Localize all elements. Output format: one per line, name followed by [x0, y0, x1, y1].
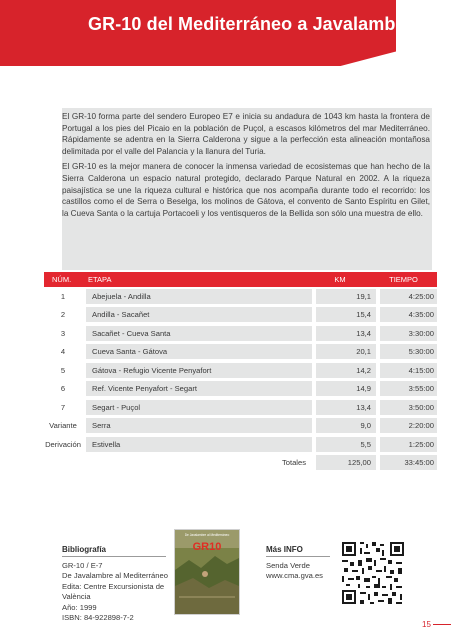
cell-num: 1 — [60, 291, 66, 301]
table-row — [44, 306, 437, 325]
cell-tiempo: 4:15:00 — [380, 363, 437, 378]
table-row — [44, 324, 437, 343]
stages-table — [44, 272, 437, 472]
cell-km: 13,4 — [316, 326, 376, 341]
intro-paragraph-1: El GR-10 forma parte del sendero Europeo E7 e inicia su andadura de 1043 km hasta la frontera de Portugal a los pies del Picaio en la población de Puçol, a escasos kilómetros del mar Mediterráneo. Rápidamente se adentra en la Sierra Calderona y sigue a la perfección esta alineación montañosa delimitada por el valle del Palancia y la llanura del Turia. — [62, 112, 430, 156]
page-number-rule — [433, 624, 451, 625]
cell-km: 20,1 — [316, 344, 376, 359]
cell-num: 2 — [60, 310, 66, 320]
mas-info-line: Senda Verde — [266, 561, 310, 570]
cell-num: 7 — [60, 402, 66, 412]
intro-panel — [62, 108, 432, 270]
cell-etapa: Gátova - Refugio Vicente Penyafort — [86, 363, 312, 378]
table-row — [44, 398, 437, 417]
header-tiempo: TIEMPO — [389, 275, 418, 284]
header-km: KM — [334, 275, 346, 284]
cell-tiempo: 3:50:00 — [380, 400, 437, 415]
mas-info-heading: Más INFO — [266, 545, 303, 554]
cell-etapa: Segart - Puçol — [86, 400, 312, 415]
table-header — [44, 272, 437, 287]
table-row — [44, 435, 437, 454]
header-num: NÚM. — [52, 275, 72, 284]
cell-etapa: Abejuela - Andilla — [86, 289, 312, 304]
table-row — [44, 287, 437, 306]
cell-etapa: Cueva Santa - Gátova — [86, 344, 312, 359]
cell-tiempo: 3:30:00 — [380, 326, 437, 341]
book-cover-image — [174, 529, 240, 615]
totals-tiempo: 33:45:00 — [380, 455, 437, 470]
bibliografia-line: De Javalambre al Mediterráneo — [62, 571, 168, 581]
bibliografia-divider — [62, 556, 166, 557]
cell-tiempo: 3:55:00 — [380, 381, 437, 396]
intro-paragraph-2: El GR-10 es la mejor manera de conocer la inmensa variedad de ecosistemas que han hecho de la Sierra Calderona un espacio natural protegido, declarado Parque Natural en 2002. A la riqueza paisajística se une la riqueza cultural e histórica que nos acompaña durante todo el recorrido: los castillos como el de Serra o Beselga, los molinos de Gátova, el convento de Santo Espíritu en Gilet, la Cueva Santa o la cartuja Portacoeli y los ventisqueros de la Bellida son sólo una muestra de ello. — [62, 162, 430, 218]
cell-tiempo: 4:25:00 — [380, 289, 437, 304]
cell-etapa: Ref. Vicente Penyafort - Segart — [86, 381, 312, 396]
cell-km: 14,2 — [316, 363, 376, 378]
mas-info-divider — [266, 556, 330, 557]
header-etapa: ETAPA — [88, 275, 112, 284]
mas-info-body — [266, 561, 323, 582]
cell-etapa: Sacañet - Cueva Santa — [86, 326, 312, 341]
cell-num: Variante — [49, 421, 77, 431]
table-row — [44, 380, 437, 399]
bibliografia-line: Año: 1999 — [62, 602, 97, 612]
table-row — [44, 343, 437, 362]
cell-km: 5,5 — [316, 437, 376, 452]
table-row — [44, 361, 437, 380]
bibliografia-line: Edita: Centre Excursionista de — [62, 581, 165, 591]
bibliografia-heading: Bibliografía — [62, 545, 107, 554]
cell-km: 15,4 — [316, 307, 376, 322]
cell-etapa: Serra — [86, 418, 312, 433]
cover-brand-text: GR10 — [192, 541, 222, 553]
cell-tiempo: 1:25:00 — [380, 437, 437, 452]
totals-km: 125,00 — [316, 455, 376, 470]
cell-num: 6 — [60, 384, 66, 394]
cell-num: Derivación — [45, 439, 81, 449]
book-cover-art — [175, 530, 239, 614]
bibliografia-body — [62, 561, 168, 623]
cell-etapa: Andilla - Sacañet — [86, 307, 312, 322]
totals-label: Totales — [281, 458, 306, 467]
cell-tiempo: 2:20:00 — [380, 418, 437, 433]
cover-top-text: De Javalambre al Mediterráneo — [184, 533, 230, 537]
cell-etapa: Estivella — [86, 437, 312, 452]
mas-info-link[interactable]: www.cma.gva.es — [266, 571, 323, 581]
cell-km: 9,0 — [316, 418, 376, 433]
cell-num: 4 — [60, 347, 66, 357]
table-row — [44, 417, 437, 436]
cell-km: 19,1 — [316, 289, 376, 304]
cell-tiempo: 4:35:00 — [380, 307, 437, 322]
cell-km: 13,4 — [316, 400, 376, 415]
page-number: 15 — [422, 620, 431, 629]
cell-tiempo: 5:30:00 — [380, 344, 437, 359]
cell-num: 5 — [60, 365, 66, 375]
qr-code-icon[interactable] — [340, 540, 406, 606]
bibliografia-line: ISBN: 84-922898-7-2 — [62, 613, 134, 623]
cell-km: 14,9 — [316, 381, 376, 396]
bibliografia-line: GR-10 / E-7 — [62, 561, 103, 570]
totals-row — [44, 454, 437, 472]
cell-num: 3 — [60, 328, 66, 338]
bibliografia-line: València — [62, 592, 91, 602]
page-title: GR-10 del Mediterráneo a Javalambre — [88, 14, 413, 34]
